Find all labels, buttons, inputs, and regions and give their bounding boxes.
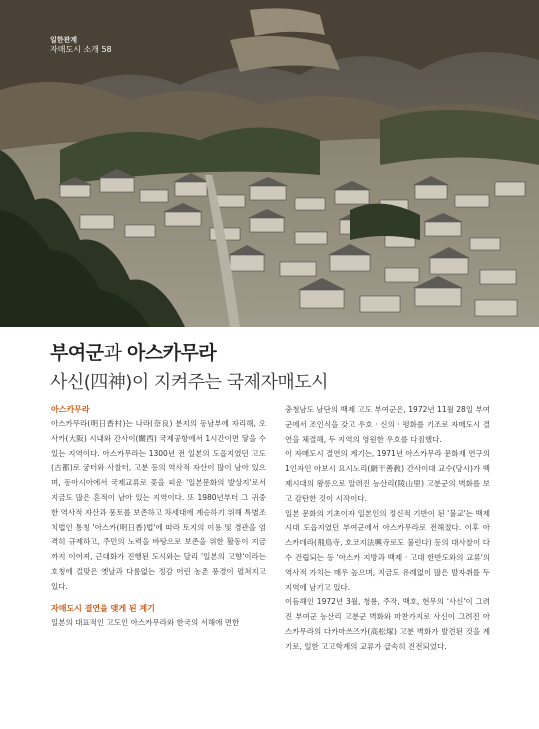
title-asuka: 아스카무라 bbox=[126, 342, 217, 364]
paragraph: 아스카무라(明日香村)는 나라(奈良) 분지의 동남부에 자리해, 오사카(大阪) 시내와 간사이(關西) 국제공항에서 1시간이면 닿을 수 있는 지역이다. 아스카무라는 1300년 전 일본의 도읍지였던 고도(古都)로 궁터와 사찰터, 고분 등의 역사적 자산이 많이 남아 있으며, 동아시아에서 국제교류로 꽃을 피운 '일본문화의 발상지'로서 지금도 많은 흔적이 남아 있는 지역이다. 또 1980년부터 그 귀중한 역사적 자산과 풍토를 보존하고 차세대에 계승하기 위해 특별조치법인 통칭 '아스카(明日香)법'에 따라 토지의 이용 및 경관을 엄격히 규제하고, 주민의 노력을 바탕으로 보존을 위한 활동이 지금까지 이어져, 근대화가 진행된 도시와는 달리 '일본의 고향'이라는 호칭에 걸맞은 옛날과 다름없는 정감 어린 농촌 풍경이 펼쳐지고 있다. bbox=[51, 419, 266, 591]
right-column bbox=[285, 403, 490, 655]
category-label: 일한관계 bbox=[50, 36, 78, 44]
title-buyeo: 부여군 bbox=[50, 342, 104, 364]
paragraph: 이 자매도시 결연의 계기는, 1971년 아스카무라 문화재 연구의 1인자인 아보시 요시노리(網干善敎) 간사이대 교수(당시)가 백제시대의 왕릉으로 알려진 능산리(陵山里) 고분군의 벽화를 보고 감탄한 것이 시작이다. bbox=[285, 449, 490, 503]
series-label: 자매도시 소개 58 bbox=[50, 44, 112, 54]
paragraph: 이듬해인 1972년 3월, 청룡, 주작, 백호, 현무의 '사신'이 그려진 부여군 능산리 고분군 벽화와 마찬가지로 사신이 그려진 아스카무라의 다카마쓰즈카(高松塚) 고분 벽화가 발견된 것을 계기로, 일한 고고학계의 교류가 급속히 진전되었다. bbox=[285, 597, 490, 651]
title-line-1 bbox=[50, 338, 510, 365]
left-column bbox=[51, 403, 266, 630]
paragraph: 일본의 대표적인 고도인 아스카무라와 한국의 서해에 면한 bbox=[51, 617, 240, 627]
village-photo bbox=[0, 0, 539, 327]
section-heading-sister-city: 자매도시 결연을 맺게 된 계기 bbox=[51, 603, 155, 613]
section-label bbox=[50, 36, 112, 55]
title-conjunction: 과 bbox=[103, 342, 127, 364]
title-line-2: 사신(四神)이 지켜주는 국제자매도시 bbox=[50, 372, 329, 393]
section-heading-asuka: 아스카무라 bbox=[51, 405, 90, 414]
paragraph: 충청남도 남단의 백제 고도 부여군은, 1972년 11월 28일 부여군에서 조인식을 갖고 우호 · 신의 · 평화를 기조로 자매도시 결연을 체결해, 두 지역의 영원한 우호를 다짐했다. bbox=[285, 405, 490, 444]
article-title bbox=[50, 338, 510, 394]
paragraph: 일본 문화의 기초이자 일본인의 정신적 기반이 된 '불교'는 백제시대 도읍지였던 부여군에서 아스카무라로 전해졌다. 이후 아스카데라(飛鳥寺, 호코지法興寺로도 불린다) 등의 대사찰이 다수 건립되는 등 '아스카 지방과 백제 · 고대 한반도와의 교류'의 역사적 가치는 매우 높으며, 지금도 유례없이 많은 발자취를 두 지역에 남기고 있다. bbox=[285, 508, 490, 592]
